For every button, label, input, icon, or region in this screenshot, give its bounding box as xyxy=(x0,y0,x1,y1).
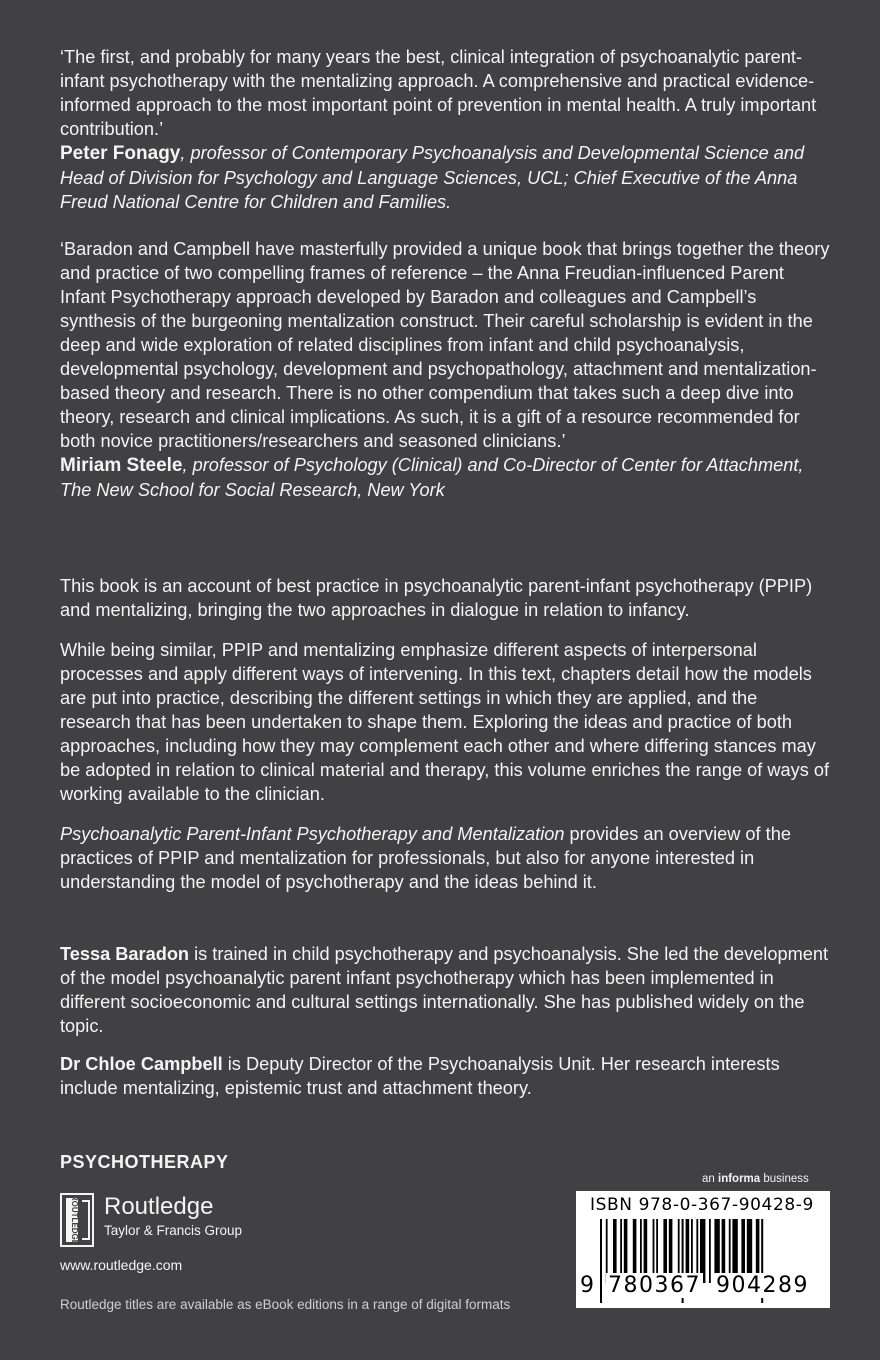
endorser-role: , professor of Contemporary Psychoanalysis and Developmental Science and Head of Division for Psychology and Language Sciences, UCL; Chief Executive of the Anna Freud National Centre for Children and Families. xyxy=(60,143,805,212)
endorser-name: Miriam Steele xyxy=(60,455,183,476)
routledge-vertical-text: ROUTLEDGE xyxy=(70,1194,79,1246)
endorsement-fonagy xyxy=(60,45,830,214)
bio-baradon xyxy=(60,942,830,1038)
endorser-role: , professor of Psychology (Clinical) and Co-Director of Center for Attachment, The New School for Social Research, New York xyxy=(60,455,804,500)
description-paragraph-1: This book is an account of best practice in psychoanalytic parent-infant psychotherapy (PPIP) and mentalizing, bringing the two approaches in dialogue in relation to infancy. xyxy=(60,576,813,620)
author-name: Dr Chloe Campbell xyxy=(60,1054,223,1074)
barcode-group-2: 904289 xyxy=(716,1273,809,1298)
endorsement-steele xyxy=(60,237,830,502)
endorsement-quote: ‘The first, and probably for many years the best, clinical integration of psychoanalytic parent-infant psychotherapy with the mentalizing approach. A comprehensive and practical evidence-informed approach to the most important point of prevention in mental health. A truly important contribution.’ xyxy=(60,47,817,139)
bio-campbell xyxy=(60,1052,830,1100)
logo-text xyxy=(104,1193,242,1239)
subject-category: PSYCHOTHERAPY xyxy=(60,1152,229,1172)
isbn-label: ISBN 978-0-367-90428-9 xyxy=(590,1195,814,1215)
author-name: Tessa Baradon xyxy=(60,944,190,964)
barcode-number xyxy=(576,1271,830,1305)
barcode-group-1: 780367 xyxy=(608,1273,701,1298)
endorsement-attribution xyxy=(60,453,830,502)
publisher-group: Taylor & Francis Group xyxy=(104,1223,243,1238)
publisher-name: Routledge xyxy=(104,1193,214,1220)
bio-text: is Deputy Director of the Psychoanalysis Unit. Her research interests include mentalizing, epistemic trust and attachment theory. xyxy=(60,1054,780,1098)
book-title: Psychoanalytic Parent-Infant Psychotherapy and Mentalization xyxy=(60,824,565,844)
informa-tagline: an informa business xyxy=(702,1173,809,1185)
description-paragraph-3-text: provides an overview of the practices of PPIP and mentalization for professionals, but also for anyone interested in understanding the model of psychotherapy and the ideas behind it. xyxy=(60,824,791,892)
ebook-note: Routledge titles are available as eBook editions in a range of digital formats xyxy=(60,1297,511,1312)
isbn-barcode xyxy=(576,1191,830,1308)
barcode-first-digit: 9 xyxy=(580,1273,594,1298)
informa-brand: informa xyxy=(718,1173,761,1185)
endorser-name: Peter Fonagy xyxy=(60,143,181,164)
description-paragraph-3 xyxy=(60,822,830,894)
book-description xyxy=(60,574,830,894)
publisher-url: www.routledge.com xyxy=(60,1257,183,1273)
endorsement-attribution xyxy=(60,141,830,214)
description-paragraph-2: While being similar, PPIP and mentalizing emphasize different aspects of interpersonal processes and apply different ways of intervening. In this text, chapters detail how the models are put into practice, describing the different settings in which they are applied, and the research that has been undertaken to shape them. Exploring the ideas and practice of both approaches, including how they may complement each other and where differing stances may be adopted in relation to clinical material and therapy, this volume enriches the range of ways of working available to the clinician. xyxy=(60,640,830,804)
author-bios xyxy=(60,942,830,1100)
bio-text: is trained in child psychotherapy and psychoanalysis. She led the development of the model psychoanalytic parent infant psychotherapy which has been implemented in different socioeconomic and cultural settings internationally. She has published widely on the topic. xyxy=(60,944,829,1036)
routledge-mark-icon xyxy=(60,1193,94,1247)
endorsement-quote: ‘Baradon and Campbell have masterfully provided a unique book that brings together the theory and practice of two compelling frames of reference – the Anna Freudian-influenced Parent Infant Psychotherapy approach developed by Baradon and colleagues and Campbell’s synthesis of the burgeoning mentalization construct. Their careful scholarship is evident in the deep and wide exploration of related disciplines from infant and child psychoanalysis, developmental psychology, development and psychopathology, attachment and mentalization-based theory and research. There is no other compendium that takes such a deep dive into theory, research and clinical implications. As such, it is a gift of a resource recommended for both novice practitioners/researchers and seasoned clinicians.’ xyxy=(60,239,830,451)
routledge-logo xyxy=(60,1193,242,1247)
